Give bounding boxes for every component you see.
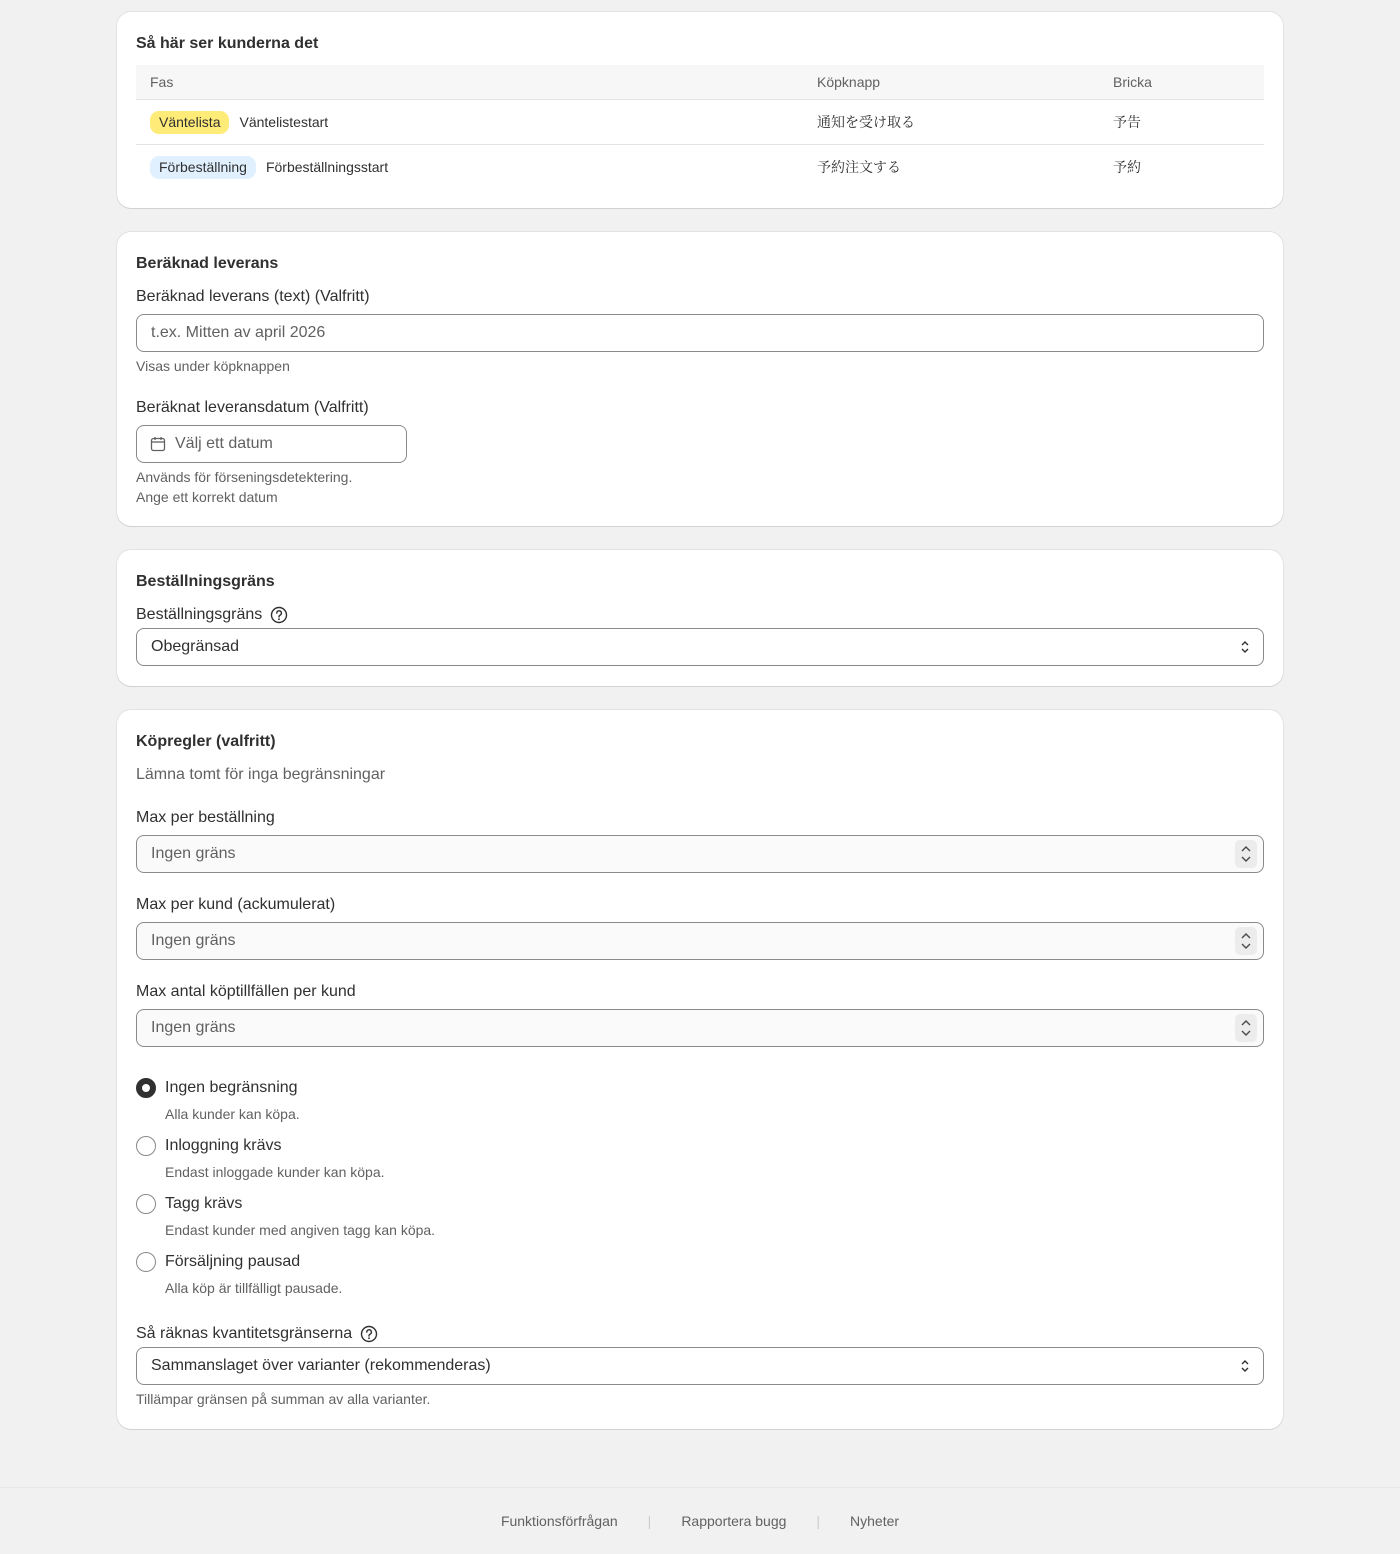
phase-badge-waitlist: Väntelista [150, 111, 229, 134]
footer [0, 1487, 1400, 1554]
order-limit-label [136, 606, 288, 624]
phase-cell [136, 145, 803, 190]
delivery-date-help-2: Ange ett korrekt datum [136, 489, 278, 505]
order-limit-card [117, 550, 1283, 686]
phase-name: Väntelistestart [239, 113, 329, 130]
quantity-stepper[interactable] [1235, 1014, 1257, 1042]
delivery-text-placeholder: t.ex. Mitten av april 2026 [151, 324, 326, 341]
purchase-rules-title: Köpregler (valfritt) [136, 733, 276, 750]
count-mode-label-text: Så räknas kvantitetsgränserna [136, 1325, 353, 1342]
max-purchases-label: Max antal köptillfällen per kund [136, 983, 356, 1000]
calendar-icon [150, 436, 166, 452]
feature-request-link[interactable]: Funktionsförfrågan [500, 1513, 618, 1529]
report-bug-link[interactable]: Rapportera bugg [681, 1513, 787, 1529]
delivery-date-picker[interactable] [136, 425, 407, 463]
radio-description: Endast kunder med angiven tagg kan köpa. [165, 1222, 436, 1238]
phase-table [136, 65, 1264, 189]
max-per-order-placeholder: Ingen gräns [151, 845, 236, 862]
max-purchases-placeholder: Ingen gräns [151, 1019, 236, 1036]
radio-button[interactable] [136, 1252, 156, 1272]
delivery-date-placeholder: Välj ett datum [175, 435, 273, 452]
delivery-text-help: Visas under köpknappen [136, 358, 290, 374]
count-mode-label [136, 1325, 378, 1343]
chevron-up-icon[interactable] [1240, 931, 1252, 941]
delivery-text-input[interactable] [136, 314, 1264, 352]
order-limit-title: Beställningsgräns [136, 573, 275, 590]
phase-cell [136, 100, 803, 145]
news-link[interactable]: Nyheter [850, 1513, 900, 1529]
radio-label: Inloggning krävs [165, 1137, 282, 1154]
help-icon[interactable] [360, 1325, 378, 1343]
table-row [136, 145, 1264, 190]
delivery-date-help-1: Används för förseningsdetektering. [136, 469, 353, 485]
buy-button-text: 予約注文する [817, 159, 901, 175]
customer-view-title: Så här ser kunderna det [136, 35, 319, 52]
radio-button[interactable] [136, 1136, 156, 1156]
max-per-customer-input[interactable] [136, 922, 1264, 960]
table-row [136, 100, 1264, 145]
max-per-customer-placeholder: Ingen gräns [151, 932, 236, 949]
count-mode-select[interactable] [136, 1347, 1264, 1385]
help-icon[interactable] [270, 606, 288, 624]
chevron-up-icon[interactable] [1240, 1018, 1252, 1028]
count-mode-value: Sammanslaget över varianter (rekommenderas) [151, 1357, 491, 1374]
delivery-date-label: Beräknat leveransdatum (Valfritt) [136, 399, 369, 416]
radio-description: Alla köp är tillfälligt pausade. [165, 1280, 343, 1296]
count-mode-help: Tillämpar gränsen på summan av alla varianter. [136, 1391, 431, 1407]
delivery-title: Beräknad leverans [136, 255, 279, 272]
column-header-badge: Bricka [1099, 65, 1264, 100]
table-header-row [136, 65, 1264, 100]
radio-label: Försäljning pausad [165, 1253, 301, 1270]
column-header-phase: Fas [136, 65, 803, 100]
max-per-customer-label: Max per kund (ackumulerat) [136, 896, 336, 913]
select-chevron-icon [1239, 639, 1251, 660]
buy-button-text: 通知を受け取る [803, 100, 1099, 145]
customer-view-card [117, 12, 1283, 208]
radio-description: Alla kunder kan köpa. [165, 1106, 300, 1122]
chevron-up-icon[interactable] [1240, 844, 1252, 854]
delivery-card [117, 232, 1283, 526]
quantity-stepper[interactable] [1235, 840, 1257, 868]
purchase-rules-subtitle: Lämna tomt för inga begränsningar [136, 766, 386, 783]
max-purchases-input[interactable] [136, 1009, 1264, 1047]
max-per-order-input[interactable] [136, 835, 1264, 873]
badge-text: 予約 [1113, 159, 1141, 175]
chevron-down-icon[interactable] [1240, 941, 1252, 951]
radio-button[interactable] [136, 1194, 156, 1214]
radio-description: Endast inloggade kunder kan köpa. [165, 1164, 385, 1180]
select-chevron-icon [1239, 1358, 1251, 1379]
badge-text: 予告 [1099, 100, 1264, 145]
purchase-rules-card [117, 710, 1283, 1429]
delivery-text-label: Beräknad leverans (text) (Valfritt) [136, 288, 370, 305]
phase-name: Förbeställningsstart [265, 158, 389, 175]
radio-label: Ingen begränsning [165, 1079, 298, 1096]
phase-badge-preorder: Förbeställning [150, 156, 256, 179]
max-per-order-label: Max per beställning [136, 809, 275, 826]
radio-button[interactable] [136, 1078, 156, 1098]
order-limit-label-text: Beställningsgräns [136, 606, 263, 623]
quantity-stepper[interactable] [1235, 927, 1257, 955]
footer-separator: | [647, 1513, 652, 1529]
chevron-down-icon[interactable] [1240, 854, 1252, 864]
radio-label: Tagg krävs [165, 1195, 243, 1212]
column-header-buy-button: Köpknapp [803, 65, 1099, 100]
order-limit-select[interactable] [136, 628, 1264, 666]
chevron-down-icon[interactable] [1240, 1028, 1252, 1038]
footer-separator: | [816, 1513, 821, 1529]
order-limit-value: Obegränsad [151, 638, 240, 655]
